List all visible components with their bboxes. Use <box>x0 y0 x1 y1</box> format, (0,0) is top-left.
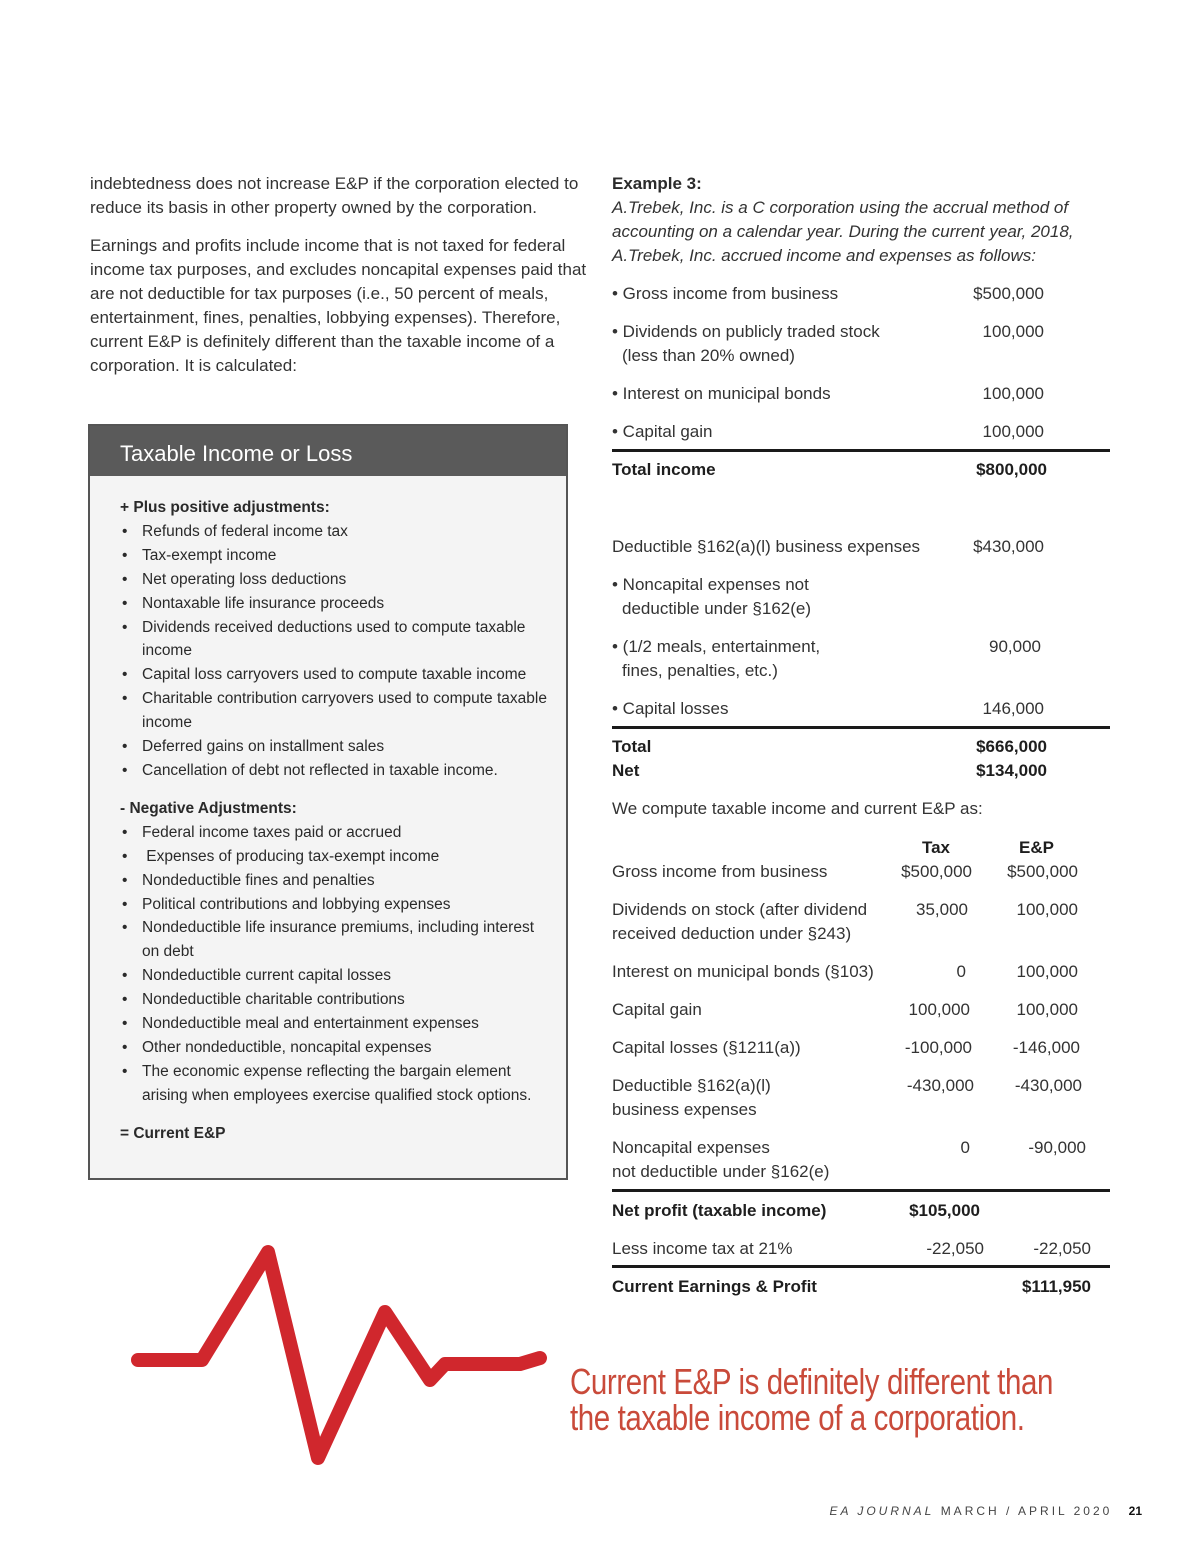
col-header-tax: Tax <box>921 838 950 857</box>
ep-value: -22,050 <box>1033 1239 1091 1258</box>
ep-value: $111,950 <box>1021 1277 1091 1296</box>
compute-row <box>612 1074 1110 1122</box>
row-value: 146,000 <box>982 699 1044 718</box>
row-label: Current Earnings & Profit <box>612 1277 817 1296</box>
row-label: Deductible §162(a)(l) business expenses <box>612 537 921 556</box>
list-item: • Capital loss carryovers used to compute taxable income <box>120 663 552 687</box>
example-description: A.Trebek, Inc. is a C corporation using the accrual method of accounting on a calendar year. During the current year, 2018, A.Trebek, Inc. accrued income and expenses as follows: <box>612 198 1074 265</box>
list-item: • Deferred gains on installment sales <box>120 735 552 759</box>
tax-value: -430,000 <box>906 1076 974 1095</box>
row-value: 100,000 <box>982 422 1044 441</box>
compute-row <box>612 960 1110 984</box>
divider <box>612 726 1110 729</box>
expense-row <box>612 535 1110 559</box>
list-item: • The economic expense reflecting the bargain element arising when employees exercise qualified stock options. <box>120 1060 552 1108</box>
tax-value: 0 <box>960 1138 970 1157</box>
row-value: $430,000 <box>973 537 1044 556</box>
compute-intro <box>612 797 1110 821</box>
row-value: 90,000 <box>989 637 1041 656</box>
list-item: • Political contributions and lobbying expenses <box>120 893 552 917</box>
list-item: • Other nondeductible, noncapital expenses <box>120 1036 552 1060</box>
pulse-line-icon <box>138 1252 540 1458</box>
row-value: $800,000 <box>976 460 1047 479</box>
row-label: • Capital gain <box>612 422 713 441</box>
divider <box>612 1189 1110 1192</box>
row-label: Interest on municipal bonds (§103) <box>612 962 874 981</box>
row-label: Net profit (taxable income) <box>612 1201 827 1220</box>
compute-row <box>612 1136 1110 1184</box>
compute-row <box>612 998 1110 1022</box>
row-label: Capital losses (§1211(a)) <box>612 1038 801 1057</box>
tax-value: 0 <box>956 962 966 981</box>
page-number: 21 <box>1128 1504 1142 1518</box>
income-row <box>612 282 1110 306</box>
current-ep-row <box>612 1275 1110 1299</box>
row-label-cont: not deductible under §162(e) <box>612 1162 830 1181</box>
row-value: 100,000 <box>982 322 1044 341</box>
ep-value: 100,000 <box>1016 900 1078 919</box>
list-item: • Federal income taxes paid or accrued <box>120 821 552 845</box>
row-label: Net <box>612 761 640 780</box>
tax-value: -100,000 <box>904 1038 972 1057</box>
row-label: Capital gain <box>612 1000 702 1019</box>
negative-list <box>120 821 552 1108</box>
pull-quote-line: Current E&P is definitely different than <box>570 1361 1053 1402</box>
positive-list <box>120 520 552 783</box>
row-label: Dividends on stock (after dividend <box>612 900 868 919</box>
list-item: • Nondeductible charitable contributions <box>120 988 552 1012</box>
row-label: • Dividends on publicly traded stock <box>612 322 880 341</box>
page-footer <box>829 1504 1142 1518</box>
ep-value: -146,000 <box>1012 1038 1080 1057</box>
tax-value: $500,000 <box>901 862 972 881</box>
row-label-cont: deductible under §162(e) <box>622 599 812 618</box>
list-item: • Nondeductible life insurance premiums, including interest on debt <box>120 916 552 964</box>
pull-quote-line: the taxable income of a corporation. <box>570 1397 1025 1438</box>
tax-value: 100,000 <box>908 1000 970 1019</box>
ep-value: -430,000 <box>1014 1076 1082 1095</box>
income-row <box>612 420 1110 444</box>
pull-quote <box>570 1361 1062 1438</box>
list-item: • Cancellation of debt not reflected in taxable income. <box>120 759 552 783</box>
row-label: Less income tax at 21% <box>612 1239 793 1258</box>
total-income-row <box>612 458 1110 482</box>
box-result: = Current E&P <box>120 1124 226 1142</box>
body-text-left <box>90 172 590 392</box>
row-label-cont: business expenses <box>612 1100 757 1119</box>
row-label: Total income <box>612 460 716 479</box>
row-label-cont: received deduction under §243) <box>612 924 852 943</box>
tax-value: $105,000 <box>909 1201 980 1220</box>
expense-row <box>612 635 1110 683</box>
income-row <box>612 320 1110 368</box>
intro-text: We compute taxable income and current E&P as: <box>612 799 983 818</box>
row-value: $666,000 <box>976 737 1047 756</box>
taxable-income-box <box>88 424 568 1180</box>
tax-value: 35,000 <box>916 900 968 919</box>
compute-row <box>612 860 1110 884</box>
negative-heading: - Negative Adjustments: <box>120 799 297 817</box>
positive-heading: + Plus positive adjustments: <box>120 499 330 516</box>
income-row <box>612 382 1110 406</box>
example-title: Example 3: <box>612 174 702 193</box>
box-title: Taxable Income or Loss <box>90 426 566 476</box>
ep-value: 100,000 <box>1016 962 1078 981</box>
compute-row <box>612 1036 1110 1060</box>
row-label: • (1/2 meals, entertainment, <box>612 637 821 656</box>
list-item: • Refunds of federal income tax <box>120 520 552 544</box>
divider <box>612 449 1110 452</box>
compute-row <box>612 898 1110 946</box>
total-row <box>612 735 1110 759</box>
list-item: • Net operating loss deductions <box>120 568 552 592</box>
paragraph: Earnings and profits include income that is not taxed for federal income tax purposes, and excludes noncapital expenses paid that are not deductible for tax purposes (i.e., 50 percent of meals, entertainment, fines, penalties, lobbying expenses). Therefore, current E&P is definitely different than the taxable income of a corporation. It is calculated: <box>90 236 587 375</box>
expense-row <box>612 697 1110 721</box>
divider <box>612 1265 1110 1268</box>
row-label-cont: (less than 20% owned) <box>622 346 795 365</box>
pulse-line-graphic <box>120 1230 560 1490</box>
row-label: Gross income from business <box>612 862 828 881</box>
list-item: • Nondeductible fines and penalties <box>120 869 552 893</box>
tax-value: -22,050 <box>926 1239 984 1258</box>
row-label: Deductible §162(a)(l) <box>612 1076 771 1095</box>
list-item: • Charitable contribution carryovers used to compute taxable income <box>120 687 552 735</box>
row-label: • Noncapital expenses not <box>612 575 809 594</box>
row-label: • Capital losses <box>612 699 729 718</box>
expense-row <box>612 573 1110 621</box>
paragraph: indebtedness does not increase E&P if the corporation elected to reduce its basis in other property owned by the corporation. <box>90 174 579 217</box>
net-row <box>612 759 1110 783</box>
row-label: Total <box>612 737 652 756</box>
publication-name: EA JOURNAL <box>829 1504 935 1518</box>
compute-header-row <box>612 836 1110 860</box>
list-item: • Dividends received deductions used to compute taxable income <box>120 616 552 664</box>
issue-date: MARCH / APRIL 2020 <box>940 1504 1113 1518</box>
row-label: Noncapital expenses <box>612 1138 770 1157</box>
ep-value: -90,000 <box>1028 1138 1086 1157</box>
list-item: • Nontaxable life insurance proceeds <box>120 592 552 616</box>
list-item: • Expenses of producing tax-exempt income <box>120 845 552 869</box>
row-label: • Gross income from business <box>612 284 839 303</box>
col-header-ep: E&P <box>1019 838 1054 857</box>
row-label-cont: fines, penalties, etc.) <box>622 661 778 680</box>
list-item: • Tax-exempt income <box>120 544 552 568</box>
list-item: • Nondeductible meal and entertainment expenses <box>120 1012 552 1036</box>
list-item: • Nondeductible current capital losses <box>120 964 552 988</box>
ep-value: 100,000 <box>1016 1000 1078 1019</box>
less-tax-row <box>612 1237 1110 1261</box>
row-value: 100,000 <box>982 384 1044 403</box>
row-label: • Interest on municipal bonds <box>612 384 831 403</box>
row-value: $134,000 <box>976 761 1047 780</box>
row-value: $500,000 <box>973 284 1044 303</box>
net-profit-row <box>612 1199 1110 1223</box>
ep-value: $500,000 <box>1007 862 1078 881</box>
